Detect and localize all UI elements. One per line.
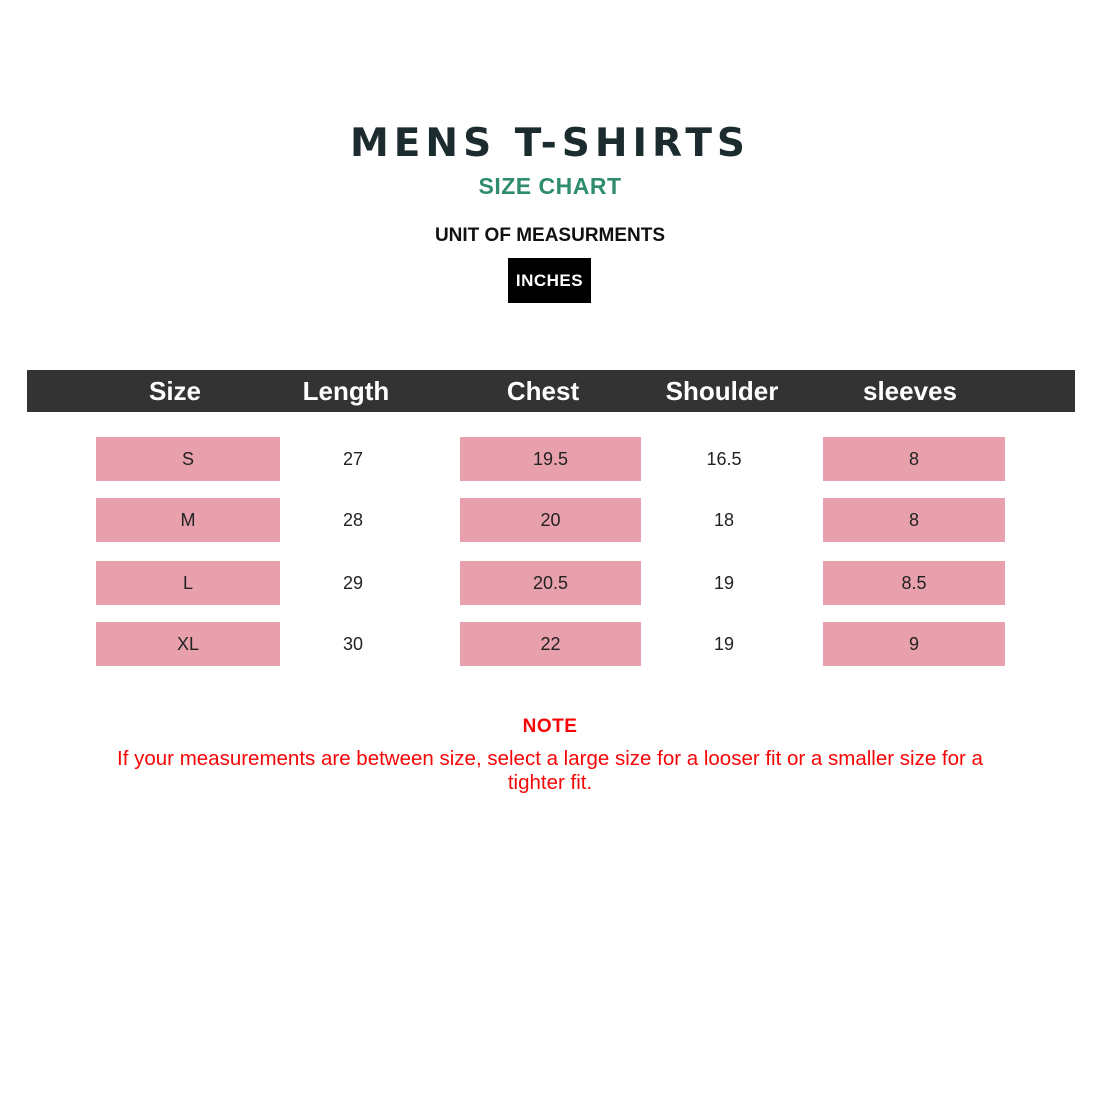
sleeves-cell: 9 [823,622,1005,666]
table-header-bar [27,370,1075,412]
chest-cell: 19.5 [460,437,641,481]
page-title: MENS T-SHIRTS [349,121,751,166]
shoulder-cell: 18 [713,510,735,530]
size-cell: XL [96,622,280,666]
chest-cell: 20.5 [460,561,641,605]
size-cell: M [96,498,280,542]
chest-cell: 20 [460,498,641,542]
table-row-s [0,437,1100,481]
table-row-l [0,561,1100,605]
column-header-shoulder: Shoulder [665,376,779,406]
length-cell: 28 [342,510,364,530]
unit-of-measurement-label: UNIT OF MEASURMENTS [434,225,666,246]
column-header-length: Length [302,376,390,406]
size-cell: S [96,437,280,481]
note-text: If your measurements are between size, select a large size for a looser fit or a smaller size for a tighter fit. [117,747,983,794]
table-row-xl [0,622,1100,666]
size-cell: L [96,561,280,605]
sleeves-cell: 8 [823,498,1005,542]
page-subtitle: SIZE CHART [478,173,622,199]
column-header-size: Size [148,376,202,406]
length-cell: 30 [342,634,364,654]
length-cell: 27 [342,449,364,469]
length-cell: 29 [342,573,364,593]
unit-value-badge: INCHES [508,258,591,303]
sleeves-cell: 8 [823,437,1005,481]
note-heading: NOTE [522,716,578,737]
column-header-sleeves: sleeves [863,376,957,406]
shoulder-cell: 19 [713,573,735,593]
shoulder-cell: 16.5 [706,449,742,469]
column-header-chest: Chest [506,376,580,406]
table-row-m [0,498,1100,542]
chest-cell: 22 [460,622,641,666]
shoulder-cell: 19 [713,634,735,654]
sleeves-cell: 8.5 [823,561,1005,605]
